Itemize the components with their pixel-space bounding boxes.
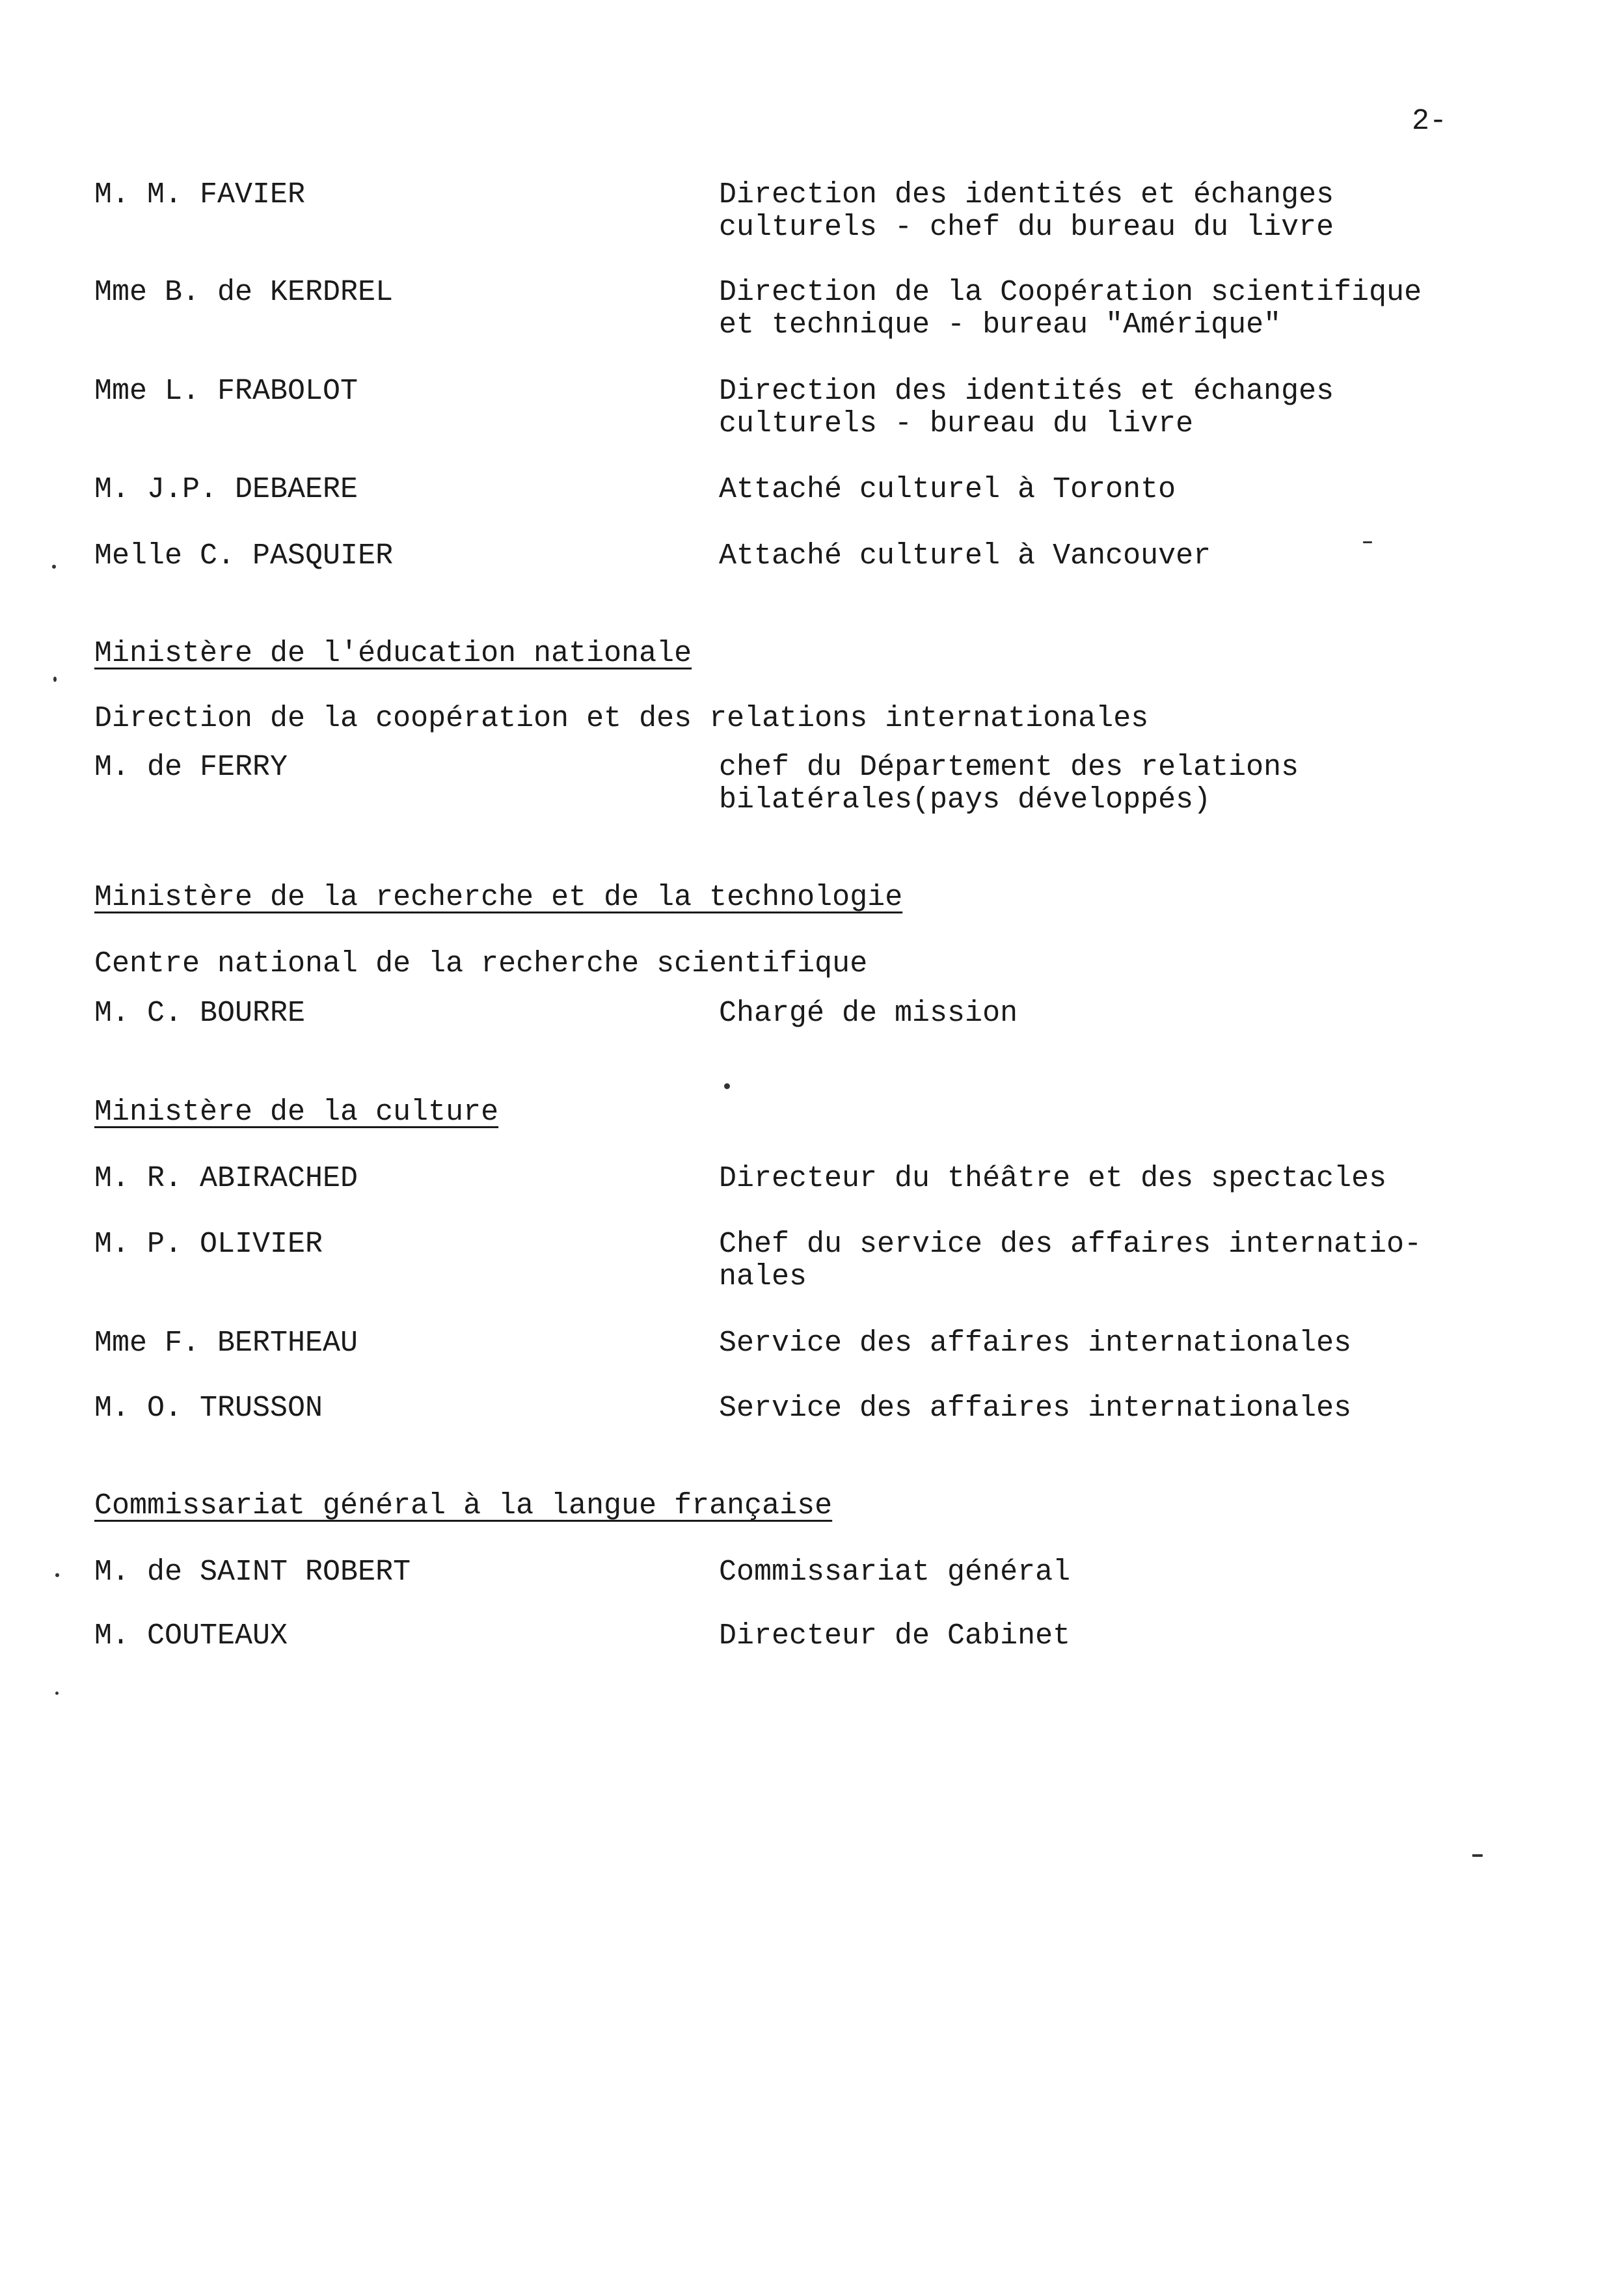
entry-role-pasquier: Attaché culturel à Vancouver bbox=[719, 539, 1211, 573]
entry-role-frabolot-line2: culturels - bureau du livre bbox=[719, 407, 1194, 440]
entry-role-saint-robert: Commissariat général bbox=[719, 1556, 1071, 1589]
section-subheading-recherche: Centre national de la recherche scientifique bbox=[94, 947, 868, 980]
entry-name-pasquier: Melle C. PASQUIER bbox=[94, 539, 394, 573]
scan-speck bbox=[55, 1573, 59, 1577]
section-heading-education: Ministère de l'éducation nationale bbox=[94, 637, 692, 670]
scan-speck bbox=[1472, 1854, 1483, 1857]
page-number: 2- bbox=[1412, 105, 1448, 138]
scan-speck bbox=[55, 1692, 59, 1695]
entry-name-abirached: M. R. ABIRACHED bbox=[94, 1162, 358, 1195]
section-heading-commissariat: Commissariat général à la langue française bbox=[94, 1489, 833, 1522]
entry-name-ferry: M. de FERRY bbox=[94, 751, 288, 784]
entry-role-kerdrel-line1: Direction de la Coopération scientifique bbox=[719, 276, 1422, 309]
scan-speck bbox=[1363, 541, 1372, 543]
entry-role-bertheau: Service des affaires internationales bbox=[719, 1327, 1352, 1360]
entry-role-debaere: Attaché culturel à Toronto bbox=[719, 473, 1176, 506]
entry-role-kerdrel-line2: et technique - bureau "Amérique" bbox=[719, 308, 1282, 342]
scan-speck bbox=[52, 565, 56, 569]
entry-role-couteaux: Directeur de Cabinet bbox=[719, 1619, 1071, 1653]
entry-name-couteaux: M. COUTEAUX bbox=[94, 1619, 288, 1653]
entry-name-frabolot: Mme L. FRABOLOT bbox=[94, 375, 358, 408]
entry-role-bourre: Chargé de mission bbox=[719, 997, 1018, 1030]
entry-role-trusson: Service des affaires internationales bbox=[719, 1392, 1352, 1425]
entry-role-favier-line1: Direction des identités et échanges bbox=[719, 178, 1334, 211]
entry-role-ferry-line1: chef du Département des relations bbox=[719, 751, 1299, 784]
scan-speck bbox=[53, 677, 57, 682]
entry-role-ferry-line2: bilatérales(pays développés) bbox=[719, 783, 1211, 817]
entry-name-debaere: M. J.P. DEBAERE bbox=[94, 473, 358, 506]
section-heading-recherche: Ministère de la recherche et de la technologie bbox=[94, 881, 903, 914]
entry-role-olivier-line2: nales bbox=[719, 1260, 807, 1293]
entry-name-kerdrel: Mme B. de KERDREL bbox=[94, 276, 394, 309]
entry-role-abirached: Directeur du théâtre et des spectacles bbox=[719, 1162, 1387, 1195]
entry-name-olivier: M. P. OLIVIER bbox=[94, 1228, 323, 1261]
entry-name-trusson: M. O. TRUSSON bbox=[94, 1392, 323, 1425]
section-heading-culture: Ministère de la culture bbox=[94, 1096, 499, 1129]
entry-name-saint-robert: M. de SAINT ROBERT bbox=[94, 1556, 411, 1589]
section-subheading-education: Direction de la coopération et des relations internationales bbox=[94, 702, 1149, 735]
entry-role-olivier-line1: Chef du service des affaires internatio- bbox=[719, 1228, 1422, 1261]
entry-role-frabolot-line1: Direction des identités et échanges bbox=[719, 375, 1334, 408]
scan-speck bbox=[724, 1083, 730, 1089]
entry-name-bourre: M. C. BOURRE bbox=[94, 997, 306, 1030]
entry-name-favier: M. M. FAVIER bbox=[94, 178, 306, 211]
entry-name-bertheau: Mme F. BERTHEAU bbox=[94, 1327, 358, 1360]
entry-role-favier-line2: culturels - chef du bureau du livre bbox=[719, 211, 1334, 244]
